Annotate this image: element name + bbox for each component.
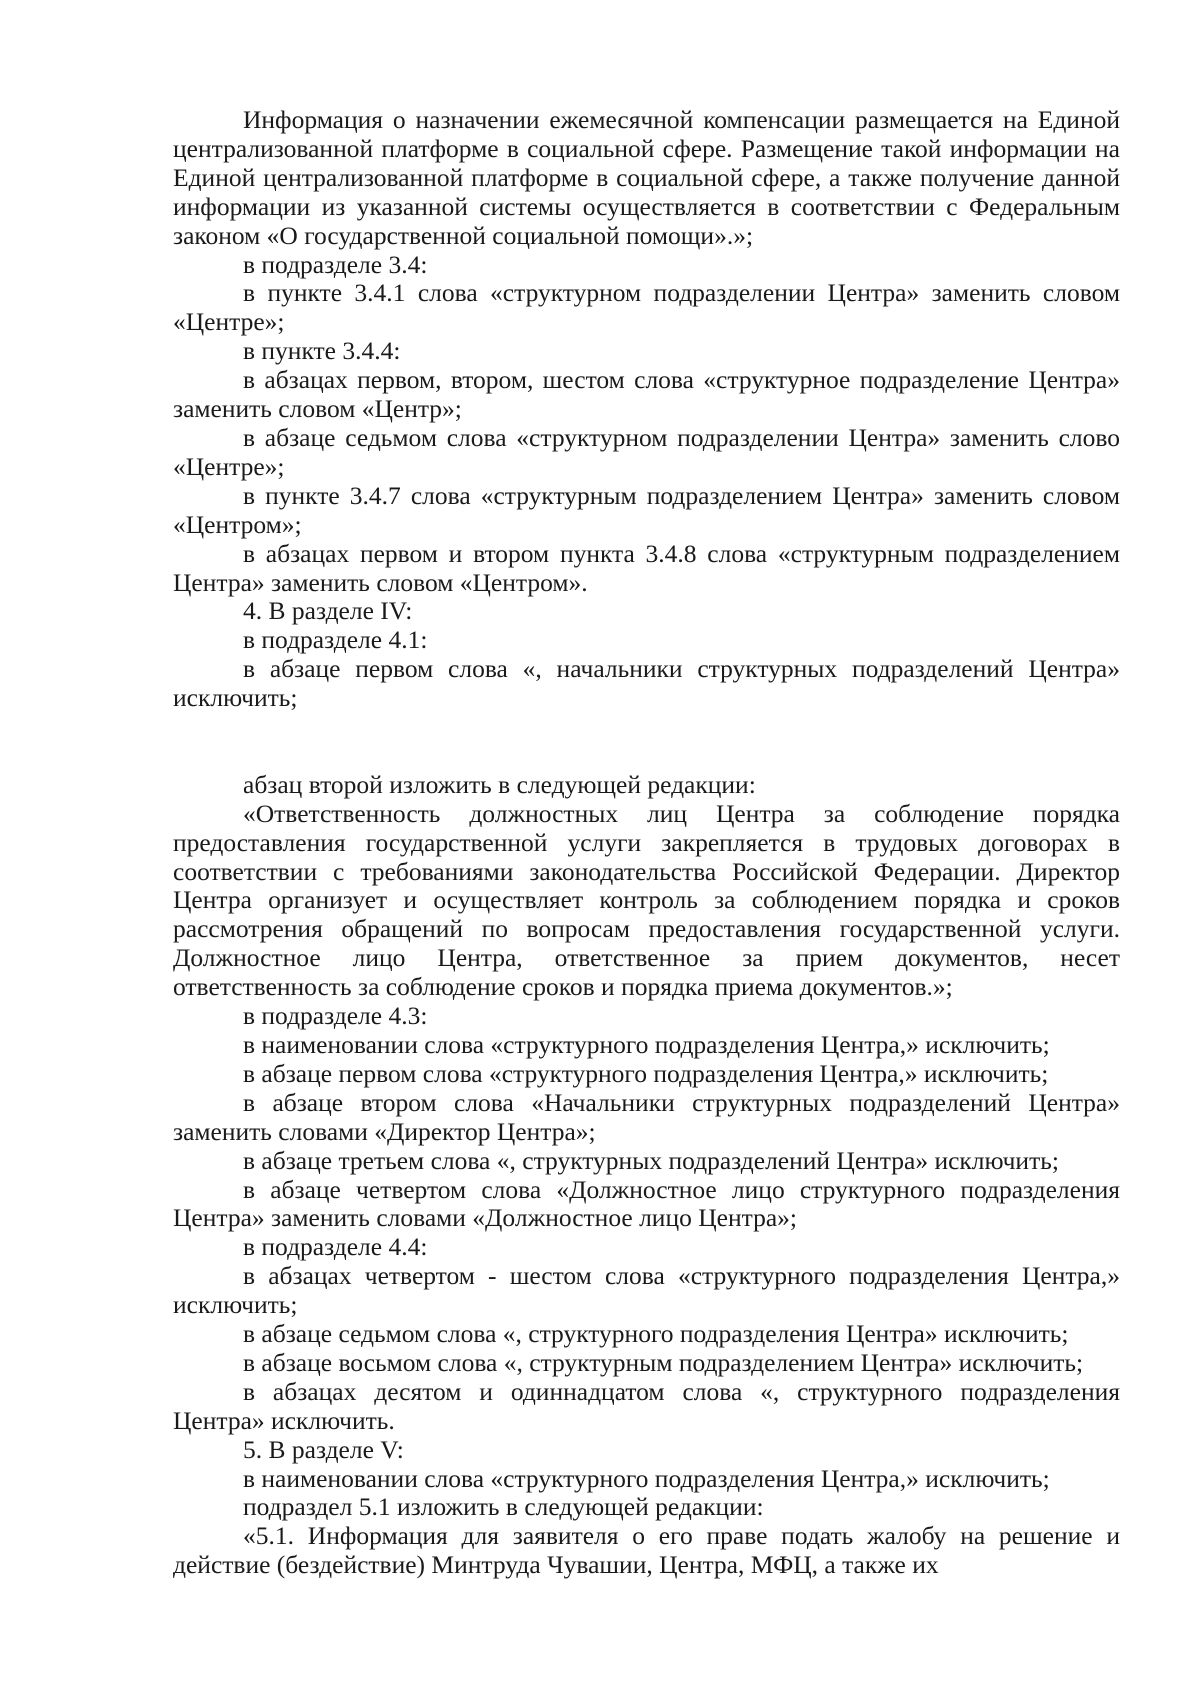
paragraph-subsection-4-4: в подразделе 4.4: bbox=[243, 1232, 428, 1262]
paragraph-responsibility-quote: «Ответственность должностных лиц Центра за соблюдение порядка предоставления государственной услуги закрепляется в трудовых договорах в соответствии с требованиями законодательства Российской Федерации. Директор Центра организует и осуществляет контроль за соблюдением порядка и сроков рассмотрения обращений по вопросам предоставления государственной услуги. Должностное лицо Центра, ответственное за прием документов, несет ответственность за соблюдение сроков и порядка приема документов.»; bbox=[173, 798, 1120, 1002]
document-body bbox=[173, 106, 1120, 1580]
paragraph-4-3-third: в абзаце третьем слова «, структурных подразделений Центра» исключить; bbox=[243, 1145, 1059, 1175]
paragraph-4-4-tenth-eleventh: в абзацах десятом и одиннадцатом слова «, структурного подразделения Центра» исключить. bbox=[173, 1376, 1120, 1435]
paragraph-4-3-first: в абзаце первом слова «структурного подразделения Центра,» исключить; bbox=[243, 1058, 1049, 1088]
paragraph-subsection-3-4: в подразделе 3.4: bbox=[243, 249, 428, 279]
paragraph-4-1-first: в абзаце первом слова «, начальники структурных подразделений Центра» исключить; bbox=[173, 654, 1120, 713]
paragraph-3-4-4-seventh: в абзаце седьмом слова «структурном подразделении Центра» заменить слово «Центре»; bbox=[173, 422, 1120, 481]
paragraph-4-1-second-intro: абзац второй изложить в следующей редакции: bbox=[243, 769, 756, 799]
paragraph-5-1-quote: «5.1. Информация для заявителя о его праве подать жалобу на решение и действие (бездействие) Минтруда Чувашии, Центра, МФЦ, а также их bbox=[173, 1521, 1120, 1580]
paragraph-item-3-4-1: в пункте 3.4.1 слова «структурном подразделении Центра» заменить словом «Центре»; bbox=[173, 278, 1120, 337]
paragraph-item-3-4-8: в абзацах первом и втором пункта 3.4.8 слова «структурным подразделением Центра» заменить словом «Центром». bbox=[173, 538, 1120, 597]
paragraph-section-v: 5. В разделе V: bbox=[243, 1434, 404, 1464]
paragraph-4-3-fourth: в абзаце четвертом слова «Должностное лицо структурного подразделения Центра» заменить словами «Должностное лицо Центра»; bbox=[173, 1174, 1120, 1233]
paragraph-4-3-title: в наименовании слова «структурного подразделения Центра,» исключить; bbox=[243, 1029, 1050, 1059]
paragraph-4-3-second: в абзаце втором слова «Начальники структурных подразделений Центра» заменить словами «Директор Центра»; bbox=[173, 1087, 1120, 1146]
paragraph-subsection-4-3: в подразделе 4.3: bbox=[243, 1001, 428, 1031]
paragraph-subsection-4-1: в подразделе 4.1: bbox=[243, 625, 428, 655]
paragraph-5-1-intro: подраздел 5.1 изложить в следующей редакции: bbox=[243, 1492, 764, 1522]
paragraph-compensation-info: Информация о назначении ежемесячной компенсации размещается на Единой централизованной платформе в социальной сфере. Размещение такой информации на Единой централизованной платформе в социальной сфере, а также получение данной информации из указанной системы осуществляется в соответствии с Федеральным законом «О государственной социальной помощи».»; bbox=[173, 105, 1120, 250]
paragraph-5-title: в наименовании слова «структурного подразделения Центра,» исключить; bbox=[243, 1463, 1050, 1493]
paragraph-4-4-fourth-sixth: в абзацах четвертом - шестом слова «структурного подразделения Центра,» исключить; bbox=[173, 1261, 1120, 1320]
blank-line bbox=[173, 713, 1120, 771]
paragraph-4-4-seventh: в абзаце седьмом слова «, структурного подразделения Центра» исключить; bbox=[243, 1319, 1069, 1349]
paragraph-item-3-4-7: в пункте 3.4.7 слова «структурным подразделением Центра» заменить словом «Центром»; bbox=[173, 480, 1120, 539]
paragraph-3-4-4-first-second-sixth: в абзацах первом, втором, шестом слова «структурное подразделение Центра» заменить словом «Центр»; bbox=[173, 365, 1120, 424]
paragraph-item-3-4-4: в пункте 3.4.4: bbox=[243, 336, 401, 366]
paragraph-section-iv: 4. В разделе IV: bbox=[243, 596, 413, 626]
paragraph-4-4-eighth: в абзаце восьмом слова «, структурным подразделением Центра» исключить; bbox=[243, 1347, 1084, 1377]
